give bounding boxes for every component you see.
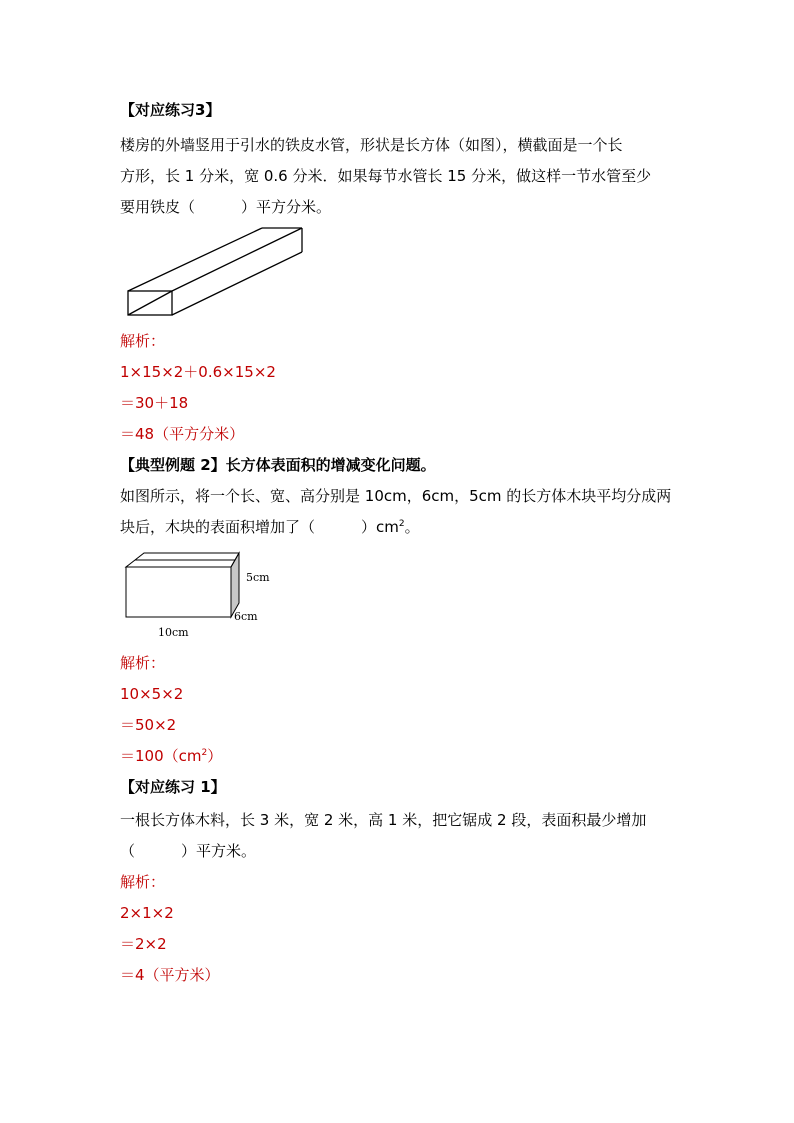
section3-problem-line-2-start: （ — [120, 842, 136, 860]
section3-problem-line-1: 一根长方体木料，长 3 米，宽 2 米，高 1 米，把它锯成 2 段，表面积最少增加 — [120, 811, 647, 829]
section2-step-3-exponent: 2 — [201, 748, 208, 758]
section2-step-3-start: ＝100（cm — [120, 747, 202, 765]
section1-problem-line-2: 方形，长 1 分米，宽 0.6 分米．如果每节水管长 15 分米，做这样一节水管至少 — [120, 167, 652, 185]
section3-problem-line-2 — [120, 841, 256, 861]
label-length: 10cm — [158, 626, 189, 639]
block-side-face — [231, 553, 239, 617]
section2-problem-line-2-start: 块后，木块的表面积增加了（ — [120, 518, 316, 536]
label-width: 6cm — [234, 610, 258, 623]
section1-problem-line-3 — [120, 197, 331, 217]
section1-analysis-label: 解析： — [120, 332, 166, 350]
section2-step-1: 10×5×2 — [120, 685, 184, 703]
wood-block-figure — [122, 550, 282, 642]
section3-step-2: ＝2×2 — [120, 935, 167, 953]
section2-heading: 【典型例题 2】长方体表面积的增减变化问题。 — [120, 456, 436, 474]
section2-analysis-label: 解析： — [120, 654, 166, 672]
section3-step-1: 2×1×2 — [120, 904, 174, 922]
section1-problem-line-3-start: 要用铁皮（ — [120, 198, 196, 216]
section3-step-3: ＝4（平方米） — [120, 966, 220, 984]
section3-problem-line-2-end: ）平方米。 — [181, 842, 257, 860]
section1-step-2: ＝30＋18 — [120, 394, 189, 412]
section2-problem-line-2 — [120, 517, 420, 537]
section1-problem-line-3-end: ）平方分米。 — [241, 198, 332, 216]
pipe-top-edge-right — [172, 228, 302, 291]
section2-problem-line-1: 如图所示，将一个长、宽、高分别是 10cm，6cm，5cm 的长方体木块平均分成两 — [120, 487, 672, 505]
section1-heading: 【对应练习3】 — [120, 101, 221, 119]
section3-heading: 【对应练习 1】 — [120, 778, 226, 796]
section2-problem-unit-exponent: 2 — [398, 519, 405, 529]
section2-step-3-end: ） — [207, 747, 223, 765]
block-front-face — [126, 567, 231, 617]
section1-step-1: 1×15×2＋0.6×15×2 — [120, 363, 276, 381]
section1-step-3: ＝48（平方分米） — [120, 425, 245, 443]
section2-problem-unit: ）cm — [361, 518, 399, 536]
label-height: 5cm — [246, 571, 270, 584]
section2-step-3 — [120, 746, 222, 766]
pipe-diagonal — [128, 291, 172, 315]
section2-step-2: ＝50×2 — [120, 716, 177, 734]
section3-analysis-label: 解析： — [120, 873, 166, 891]
section2-problem-line-2-end: 。 — [404, 518, 420, 536]
water-pipe-figure — [126, 226, 306, 318]
section1-problem-line-1: 楼房的外墙竖用于引水的铁皮水管，形状是长方体（如图），横截面是一个长 — [120, 136, 623, 154]
